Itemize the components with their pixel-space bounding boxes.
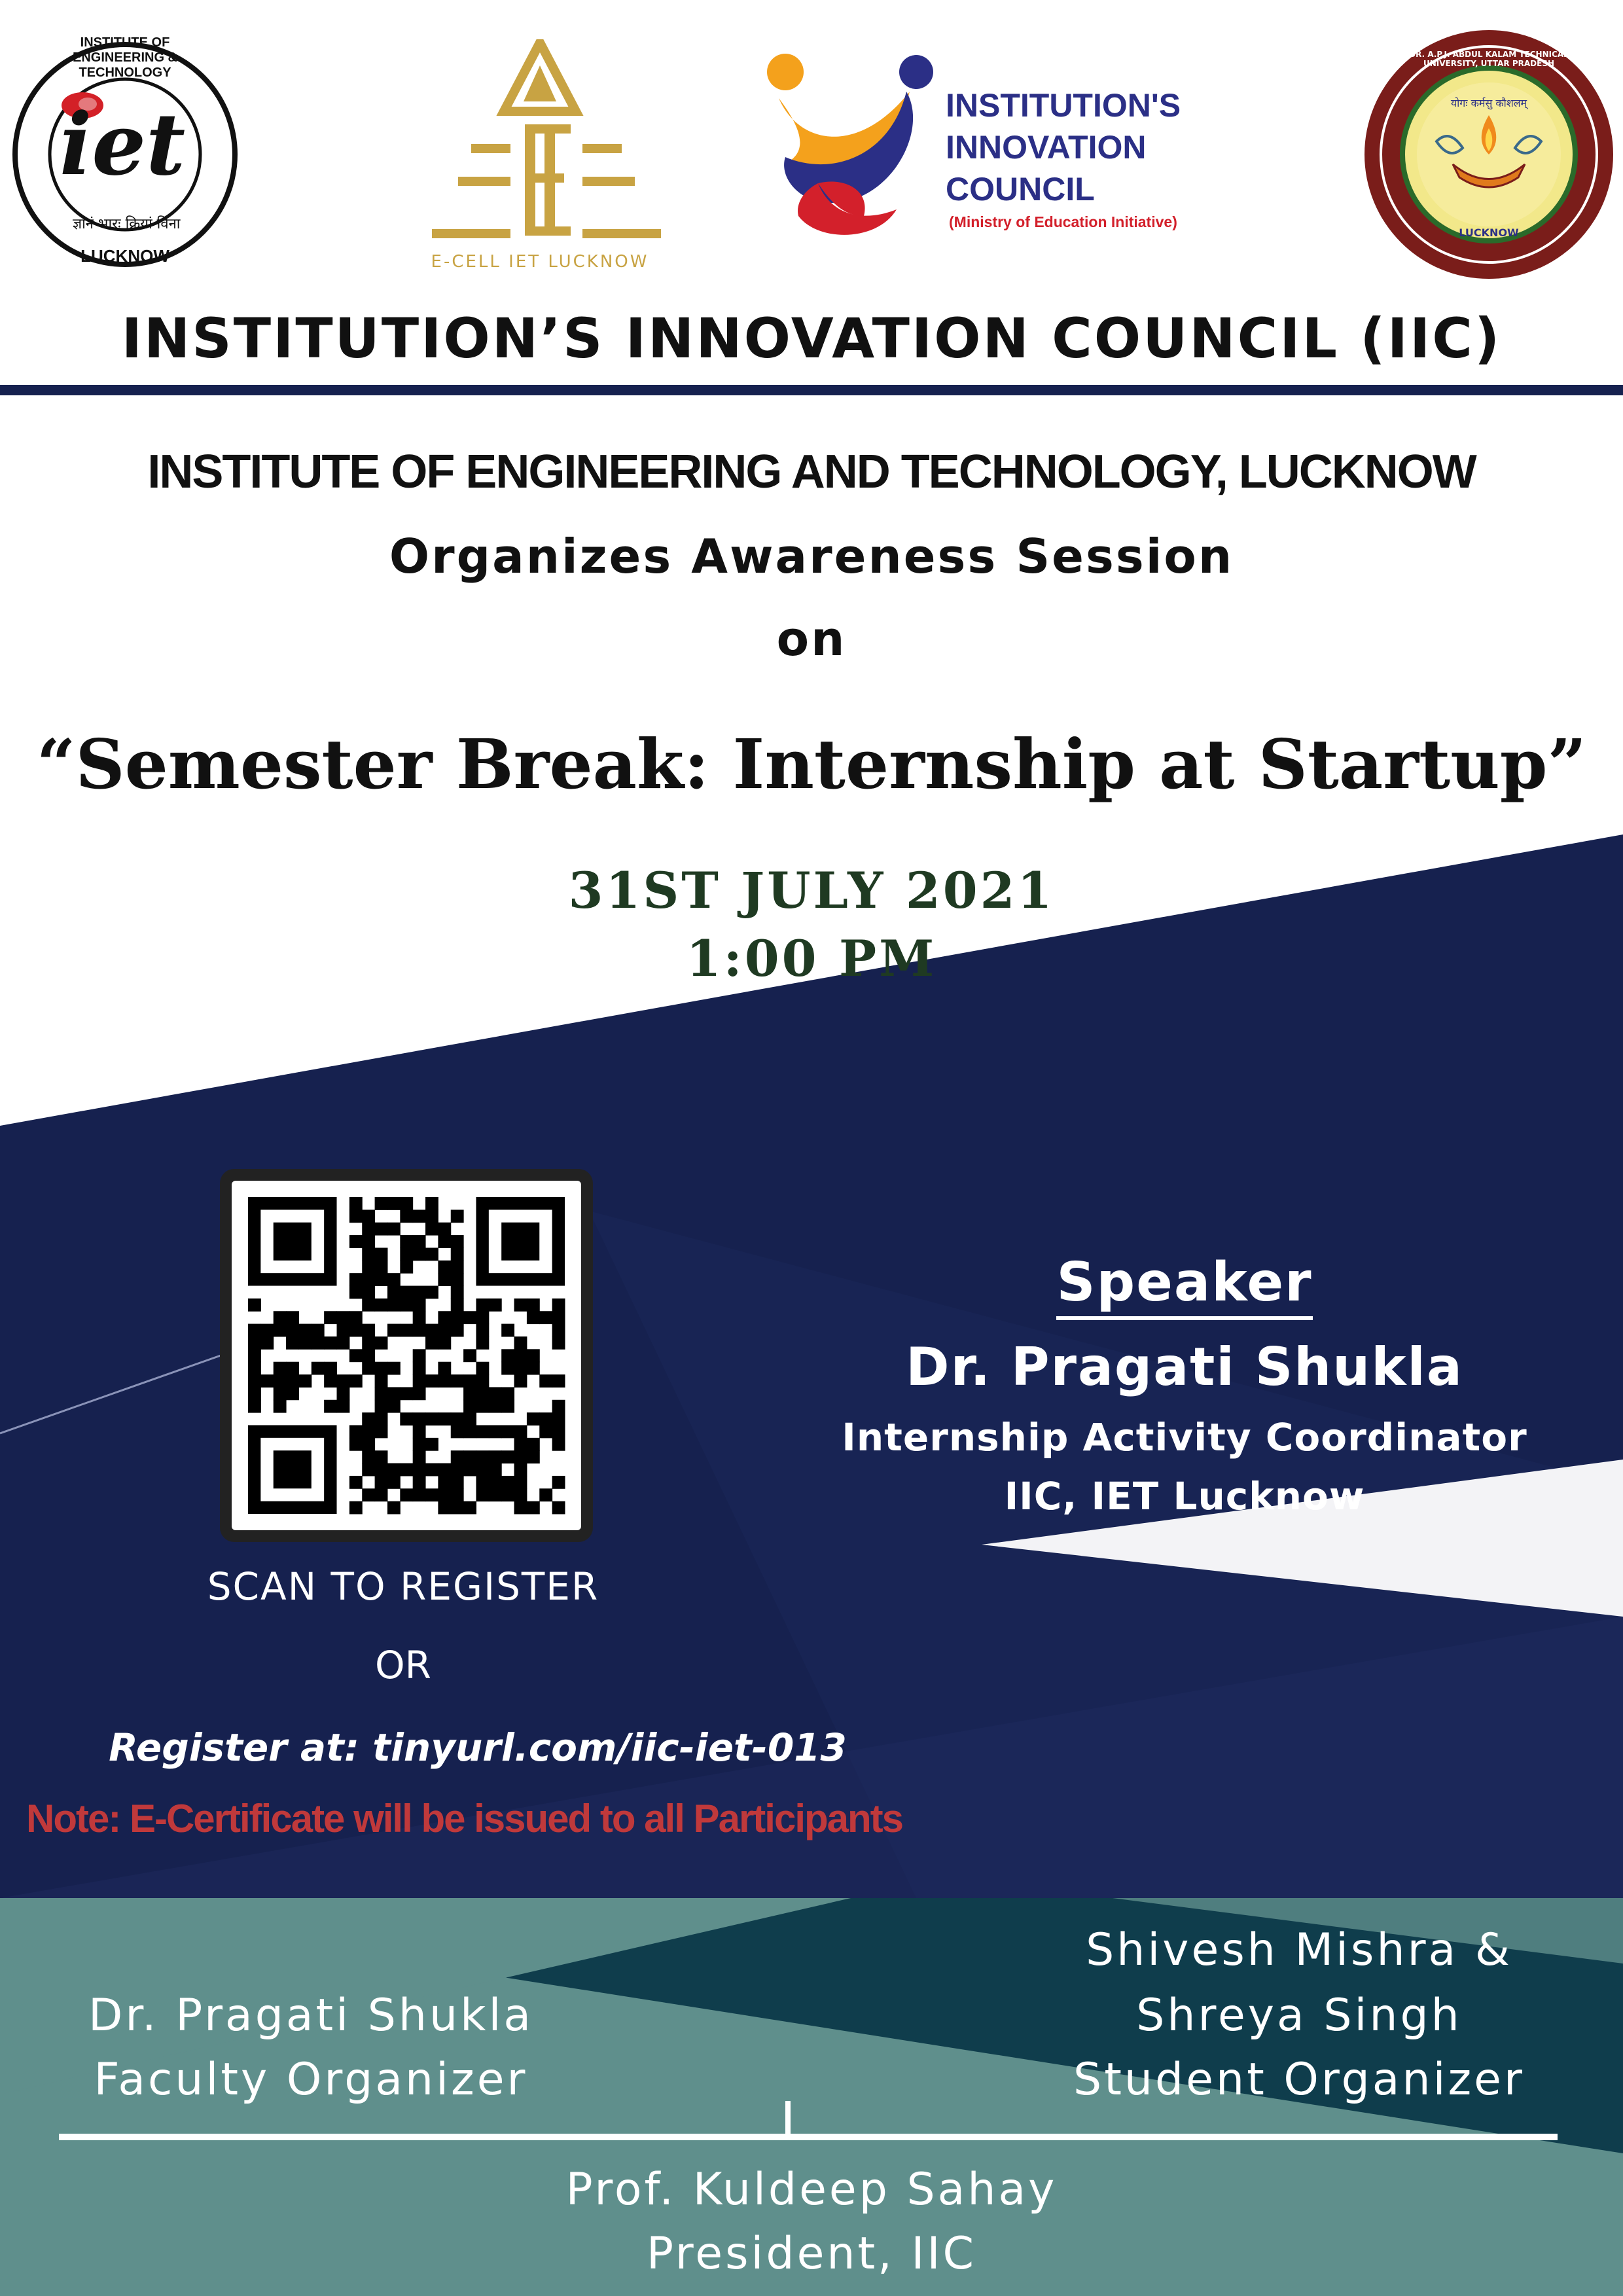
president-name: Prof. Kuldeep Sahay — [565, 2164, 1058, 2215]
student-organizer-role: Student Organizer — [1073, 2054, 1525, 2106]
registration-link[interactable]: Register at: tinyurl.com/iic-iet-013 — [109, 1725, 847, 1770]
certificate-note: Note: E-Certificate will be issued to all Participants — [26, 1797, 903, 1840]
speaker-heading-text: Speaker — [1056, 1251, 1312, 1320]
on-line: on — [776, 611, 847, 666]
speaker-org: IIC, IET Lucknow — [1004, 1474, 1365, 1518]
speaker-name: Dr. Pragati Shukla — [906, 1336, 1463, 1397]
or-label: OR — [375, 1643, 431, 1687]
student-organizer-name-1: Shivesh Mishra & — [1086, 1924, 1512, 1976]
aktu-logo — [1358, 24, 1620, 285]
aktu-ring-text: DR. A.P.J. ABDUL KALAM TECHNICAL UNIVERSITY, UTTAR PRADESH — [1409, 50, 1569, 68]
iic-logo-line-1: INSTITUTION'S — [946, 87, 1181, 124]
speaker-role: Internship Activity Coordinator — [842, 1415, 1527, 1460]
iet-ring-text: INSTITUTE OF ENGINEERING & TECHNOLOGY — [72, 35, 178, 80]
iet-mark: iet — [60, 94, 186, 194]
aktu-city: LUCKNOW — [1459, 226, 1519, 239]
faculty-organizer-name: Dr. Pragati Shukla — [88, 1990, 534, 2041]
iic-logo-line-2: INNOVATION — [946, 129, 1147, 166]
institute-name: INSTITUTE OF ENGINEERING AND TECHNOLOGY, LUCKNOW — [147, 446, 1476, 498]
session-topic: “Semester Break: Internship at Startup” — [36, 724, 1587, 804]
organizes-line: Organizes Awareness Session — [389, 529, 1234, 584]
ecell-logo — [406, 39, 674, 275]
iet-logo — [10, 30, 240, 276]
iic-logo-subtitle: (Ministry of Education Initiative) — [949, 213, 1177, 230]
scan-to-register-label: SCAN TO REGISTER — [207, 1564, 599, 1609]
registration-qr-code[interactable] — [220, 1169, 593, 1542]
event-date: 31ST JULY 2021 — [568, 861, 1055, 920]
ecell-caption: E-CELL IET LUCKNOW — [431, 252, 649, 272]
faculty-organizer-role: Faculty Organizer — [94, 2054, 528, 2106]
speaker-heading — [812, 1251, 1558, 1320]
president-role: President, IIC — [646, 2228, 976, 2280]
iic-logo-line-3: COUNCIL — [946, 171, 1095, 207]
iet-city: LUCKNOW — [80, 246, 169, 266]
event-time: 1:00 PM — [686, 929, 937, 988]
aktu-hindi-motto: योगः कर्मसु कौशलम् — [1450, 97, 1527, 109]
iic-logo — [759, 52, 1230, 242]
page-title: INSTITUTION’S INNOVATION COUNCIL (IIC) — [121, 306, 1502, 370]
student-organizer-name-2: Shreya Singh — [1136, 1990, 1462, 2041]
iet-hindi-motto: ज्ञानं भारः क्रियां विना — [73, 216, 181, 232]
qr-pattern — [232, 1181, 581, 1530]
